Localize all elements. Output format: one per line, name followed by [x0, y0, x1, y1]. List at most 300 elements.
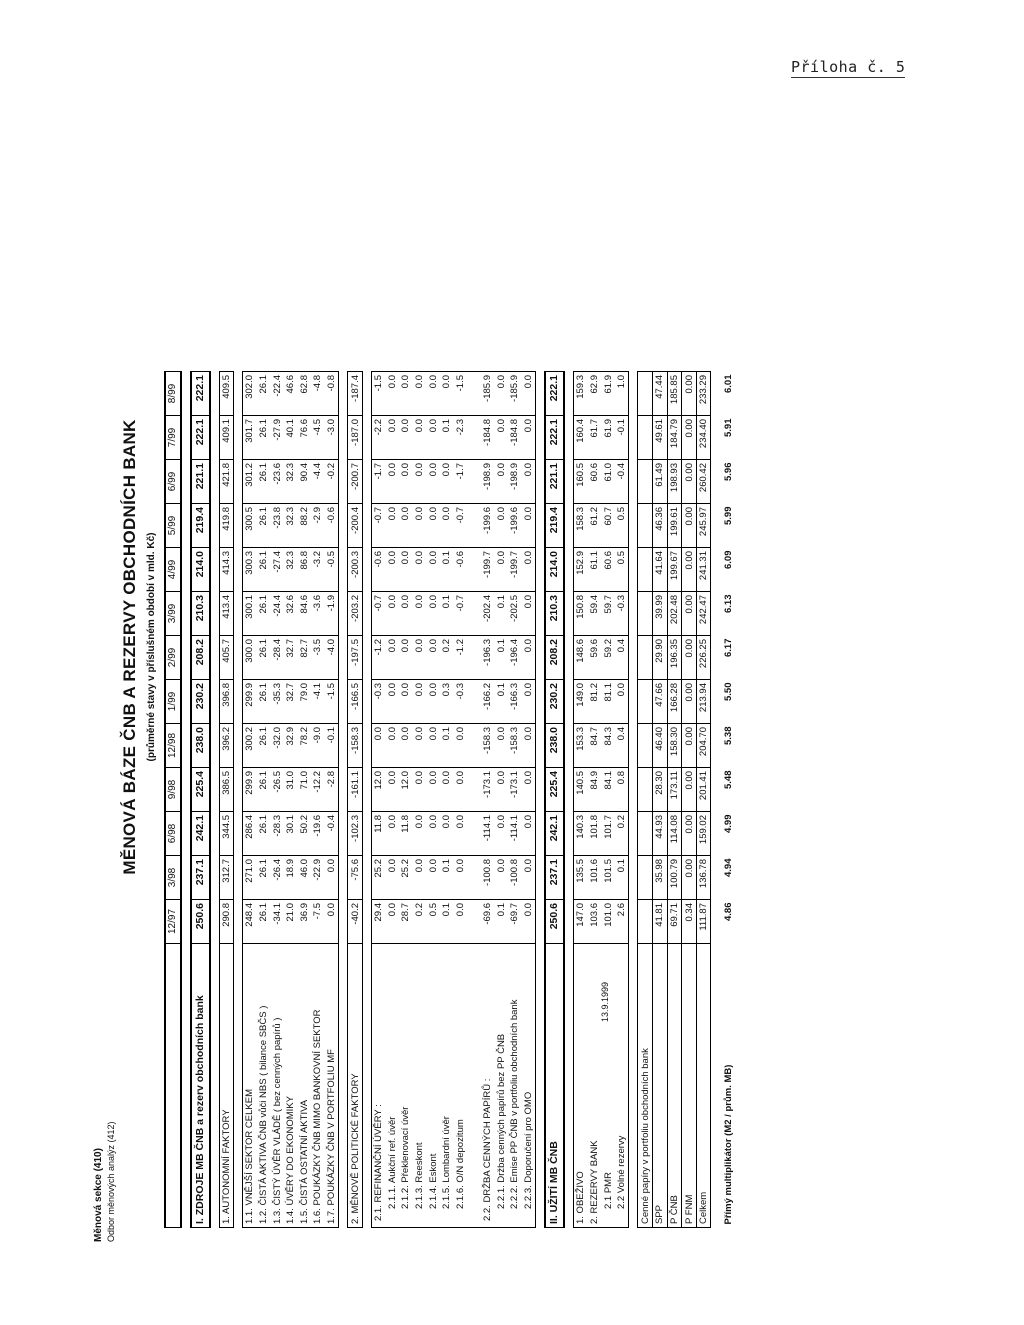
cell-value: 225.4	[191, 768, 210, 812]
cell-value: -0.5	[325, 548, 339, 592]
cell-value	[467, 460, 481, 504]
cell-value: -197.5	[348, 636, 363, 680]
cell-value: 0.0	[454, 856, 468, 900]
cell-value: 44.93	[653, 812, 668, 856]
cell-value: 0.0	[386, 680, 400, 724]
cell-value: 4.86	[722, 902, 734, 921]
row-label: 1.1. VNĚJŠÍ SEKTOR CELKEM	[243, 944, 257, 1228]
cell-value: 230.2	[545, 680, 564, 724]
cell-value: 0.0	[399, 504, 413, 548]
cell-value: 61.2	[588, 504, 602, 548]
cell-value	[638, 416, 653, 460]
cell-value: 84.6	[298, 592, 312, 636]
row-label: 2.2.3. Doporučení pro OMO	[521, 944, 535, 1228]
cell-value: 0.0	[413, 372, 427, 416]
cell-value: 0.0	[494, 372, 508, 416]
cell-value: 0.0	[386, 724, 400, 768]
row-label: 2.1.5. Lombardní úvěr	[440, 944, 454, 1228]
cell-value: 222.1	[191, 416, 210, 460]
cell-value: 173.11	[667, 768, 682, 812]
cell-value: -196.4	[508, 636, 522, 680]
cell-value: 152.9	[574, 548, 588, 592]
cell-value: 101.6	[588, 856, 602, 900]
cell-value: -0.2	[325, 460, 339, 504]
autonomous-row	[257, 372, 271, 1228]
cell-value: -185.9	[481, 372, 495, 416]
cell-value: 0.00	[682, 592, 697, 636]
credit-row	[399, 372, 413, 1228]
cell-value: 29.4	[371, 900, 385, 944]
date-note: 13.9.1999	[600, 981, 610, 1022]
cell-value: 111.87	[696, 900, 711, 944]
cell-value: 312.7	[219, 856, 234, 900]
cell-value: -1.5	[454, 372, 468, 416]
cell-value: -2.3	[454, 416, 468, 460]
cell-value: -1.9	[325, 592, 339, 636]
cell-value: 184.79	[667, 416, 682, 460]
cell-value: -0.3	[371, 680, 385, 724]
cell-value: 421.8	[219, 460, 234, 504]
credit-row	[371, 372, 385, 1228]
securities-row	[481, 372, 495, 1228]
cell-value: 32.6	[284, 592, 298, 636]
cell-value: 135.5	[574, 856, 588, 900]
cell-value: 2/99	[165, 636, 181, 680]
cell-value: 234.40	[696, 416, 711, 460]
cell-value: 11.8	[399, 812, 413, 856]
cell-value: 12.0	[371, 768, 385, 812]
cell-value: 39.99	[653, 592, 668, 636]
cell-value: 5.99	[722, 506, 734, 525]
cell-value: 199.67	[667, 548, 682, 592]
cell-value: -184.8	[481, 416, 495, 460]
cell-value: 0.0	[494, 504, 508, 548]
cell-value: 158.30	[667, 724, 682, 768]
cell-value: 0.1	[494, 636, 508, 680]
cell-value: 0.00	[682, 416, 697, 460]
cell-value: 0.0	[494, 768, 508, 812]
cell-value: 344.5	[219, 812, 234, 856]
cell-value: -9.0	[311, 724, 325, 768]
row-label: II. UŽITÍ MB ČNB	[545, 944, 564, 1228]
cell-value: 40.1	[284, 416, 298, 460]
cell-value: 9/98	[165, 768, 181, 812]
autonomous-total-row	[219, 372, 234, 1228]
cell-value: 166.28	[667, 680, 682, 724]
cell-value: 0.0	[454, 724, 468, 768]
cell-value: 260.42	[696, 460, 711, 504]
cell-value: 71.0	[298, 768, 312, 812]
cell-value	[638, 900, 653, 944]
securities-row	[521, 372, 535, 1228]
cell-value: 300.5	[243, 504, 257, 548]
cell-value: 0.0	[521, 460, 535, 504]
row-label: 1.6. POUKÁZKY ČNB MIMO BANKOVNÍ SEKTOR	[311, 944, 325, 1228]
blank-row	[467, 372, 481, 1228]
credit-row	[454, 372, 468, 1228]
document-title: MĚNOVÁ BÁZE ČNB A REZERVY OBCHODNÍCH BANK	[120, 419, 139, 875]
cell-value: 62.9	[588, 372, 602, 416]
cell-value: 5.96	[722, 462, 734, 481]
cell-value: 0.0	[413, 768, 427, 812]
cell-value: 301.2	[243, 460, 257, 504]
cell-value: 396.2	[219, 724, 234, 768]
cell-value: -0.7	[454, 504, 468, 548]
cell-value: -3.6	[311, 592, 325, 636]
cell-value: -196.3	[481, 636, 495, 680]
cell-value: -1.2	[371, 636, 385, 680]
row-label: 1.4. ÚVĚRY DO EKONOMIKY	[284, 944, 298, 1228]
column-header-row	[165, 372, 181, 1228]
cell-value: -2.2	[371, 416, 385, 460]
uses-row	[588, 372, 602, 1228]
cell-value: 6/99	[165, 460, 181, 504]
cell-value: 250.6	[545, 900, 564, 944]
cell-value: -3.2	[311, 548, 325, 592]
cell-value: 0.00	[682, 680, 697, 724]
cell-value	[467, 592, 481, 636]
cell-value: 202.48	[667, 592, 682, 636]
cell-value: 0.0	[426, 504, 440, 548]
cell-value: 159.02	[696, 812, 711, 856]
cell-value: 150.8	[574, 592, 588, 636]
cell-value: 26.1	[257, 372, 271, 416]
cell-value: 0.2	[413, 900, 427, 944]
cell-value: -158.3	[481, 724, 495, 768]
cell-value: 0.00	[682, 768, 697, 812]
cell-value: 61.0	[601, 460, 615, 504]
cell-value: -28.4	[270, 636, 284, 680]
cell-value: -199.7	[481, 548, 495, 592]
cell-value: 0.0	[386, 504, 400, 548]
cell-value: -199.7	[508, 548, 522, 592]
cell-value	[467, 856, 481, 900]
cell-value: 59.4	[588, 592, 602, 636]
spacer-row	[210, 372, 220, 1228]
autonomous-row	[298, 372, 312, 1228]
row-label: 2. MĚNOVĚ POLITICKÉ FAKTORY	[348, 944, 363, 1228]
spacer-row	[339, 372, 348, 1228]
cell-value: 0.00	[682, 504, 697, 548]
cell-value: 86.8	[298, 548, 312, 592]
cell-value: 5.91	[722, 418, 734, 437]
cell-value: 214.0	[191, 548, 210, 592]
cell-value: 6.17	[722, 638, 734, 657]
cell-value: 49.61	[653, 416, 668, 460]
cell-value: -199.6	[481, 504, 495, 548]
cell-value: -23.6	[270, 460, 284, 504]
cell-value: 221.1	[545, 460, 564, 504]
row-label: 2.1. REFINANČNÍ ÚVĚRY :	[371, 944, 385, 1228]
cell-value: -4.8	[311, 372, 325, 416]
cell-value: 0.1	[440, 900, 454, 944]
cell-value: -3.0	[325, 416, 339, 460]
cell-value: 0.1	[494, 592, 508, 636]
cell-value: 21.0	[284, 900, 298, 944]
cell-value: 300.1	[243, 592, 257, 636]
cell-value: 32.3	[284, 460, 298, 504]
cell-value: 0.0	[494, 416, 508, 460]
cell-value: -0.4	[325, 812, 339, 856]
cell-value: 199.61	[667, 504, 682, 548]
portfolio-title-row	[638, 372, 653, 1228]
cell-value: 0.5	[426, 900, 440, 944]
cell-value: 26.1	[257, 812, 271, 856]
cell-value: 46.0	[298, 856, 312, 900]
cell-value: -12.2	[311, 768, 325, 812]
cell-value: -166.3	[508, 680, 522, 724]
cell-value: -32.0	[270, 724, 284, 768]
policy-total-row	[348, 372, 363, 1228]
spacer-row	[536, 372, 546, 1228]
cell-value: 0.0	[454, 900, 468, 944]
autonomous-row	[243, 372, 257, 1228]
row-label: Celkem	[696, 944, 711, 1228]
cell-value: 0.0	[521, 548, 535, 592]
row-label: P FNM	[682, 944, 697, 1228]
cell-value: 0.0	[521, 900, 535, 944]
cell-value: 61.49	[653, 460, 668, 504]
autonomous-row	[284, 372, 298, 1228]
cell-value: 0.2	[615, 812, 629, 856]
cell-value: 0.0	[413, 812, 427, 856]
cell-value: 0.1	[494, 900, 508, 944]
cell-value: 0.0	[386, 812, 400, 856]
cell-value: -22.9	[311, 856, 325, 900]
cell-value: 0.0	[521, 636, 535, 680]
cell-value: -0.1	[615, 416, 629, 460]
cell-value: 0.4	[615, 724, 629, 768]
cell-value: 0.3	[440, 680, 454, 724]
cell-value: 0.0	[521, 372, 535, 416]
row-label: P ČNB	[667, 944, 682, 1228]
cell-value: 11.8	[371, 812, 385, 856]
cell-value: 0.0	[386, 592, 400, 636]
cell-value: -2.8	[325, 768, 339, 812]
cell-value: 0.0	[399, 416, 413, 460]
cell-value: 290.8	[219, 900, 234, 944]
cell-value: 69.71	[667, 900, 682, 944]
row-label: 1.5. ČISTÁ OSTATNÍ AKTIVA	[298, 944, 312, 1228]
cell-value: -100.8	[481, 856, 495, 900]
cell-value: 0.00	[682, 636, 697, 680]
portfolio-row	[682, 372, 697, 1228]
cell-value: 61.9	[601, 372, 615, 416]
cell-value: 242.47	[696, 592, 711, 636]
cell-value: 0.4	[615, 636, 629, 680]
cell-value: 26.1	[257, 900, 271, 944]
cell-value: 0.0	[399, 548, 413, 592]
cell-value: 6.13	[722, 594, 734, 613]
cell-value: 88.2	[298, 504, 312, 548]
cell-value: 101.5	[601, 856, 615, 900]
department-header	[92, 1121, 118, 1242]
cell-value: 29.90	[653, 636, 668, 680]
cell-value: -1.7	[454, 460, 468, 504]
section-name: Měnová sekce (410)	[93, 1148, 104, 1242]
cell-value: 299.9	[243, 768, 257, 812]
cell-value: -203.2	[348, 592, 363, 636]
cell-value: 0.0	[426, 416, 440, 460]
cell-value: -69.6	[481, 900, 495, 944]
cell-value: -158.3	[508, 724, 522, 768]
cell-value: 0.0	[494, 548, 508, 592]
cell-value: 28.7	[399, 900, 413, 944]
cell-value: 0.0	[615, 680, 629, 724]
credit-row	[426, 372, 440, 1228]
rotated-sheet	[92, 52, 912, 1242]
cell-value: 101.7	[601, 812, 615, 856]
cell-value: -187.4	[348, 372, 363, 416]
row-label: 1. OBEŽIVO	[574, 944, 588, 1228]
cell-value: 230.2	[191, 680, 210, 724]
cell-value: 0.00	[682, 724, 697, 768]
cell-value: 147.0	[574, 900, 588, 944]
cell-value: 84.9	[588, 768, 602, 812]
cell-value: 0.0	[399, 636, 413, 680]
cell-value: -0.1	[325, 724, 339, 768]
cell-value: 160.4	[574, 416, 588, 460]
cell-value: 84.7	[588, 724, 602, 768]
cell-value: 0.0	[399, 592, 413, 636]
cell-value: 0.1	[440, 548, 454, 592]
row-label: 2.1.2. Překlenovací úvěr	[399, 944, 413, 1228]
cell-value: -23.8	[270, 504, 284, 548]
spacer-row	[564, 372, 574, 1228]
cell-value: -27.9	[270, 416, 284, 460]
cell-value	[638, 812, 653, 856]
department-name: Odbor měnových analýz (412)	[106, 1121, 116, 1242]
cell-value: -198.9	[481, 460, 495, 504]
cell-value: 300.0	[243, 636, 257, 680]
cell-value: 201.41	[696, 768, 711, 812]
cell-value: 114.08	[667, 812, 682, 856]
row-label	[165, 944, 181, 1228]
cell-value: -24.4	[270, 592, 284, 636]
spacer-row	[629, 372, 638, 1228]
cell-value: 413.4	[219, 592, 234, 636]
cell-value: 4.94	[722, 858, 734, 877]
cell-value: 302.0	[243, 372, 257, 416]
cell-value: -19.6	[311, 812, 325, 856]
autonomous-row	[325, 372, 339, 1228]
cell-value: -1.7	[371, 460, 385, 504]
cell-value: -158.3	[348, 724, 363, 768]
cell-value: 0.0	[521, 416, 535, 460]
cell-value	[638, 680, 653, 724]
cell-value: -198.9	[508, 460, 522, 504]
cell-value: 0.0	[440, 460, 454, 504]
cell-value: 0.0	[426, 680, 440, 724]
cell-value: -173.1	[508, 768, 522, 812]
cell-value: 32.7	[284, 636, 298, 680]
cell-value: 59.7	[601, 592, 615, 636]
cell-value: 0.0	[386, 768, 400, 812]
cell-value	[638, 724, 653, 768]
credit-row	[440, 372, 454, 1228]
cell-value: 0.0	[494, 460, 508, 504]
cell-value: -0.7	[371, 592, 385, 636]
cell-value: 213.94	[696, 680, 711, 724]
cell-value: -166.5	[348, 680, 363, 724]
cell-value	[467, 636, 481, 680]
cell-value: 12/98	[165, 724, 181, 768]
cell-value: -166.2	[481, 680, 495, 724]
cell-value: 0.2	[440, 636, 454, 680]
cell-value: 219.4	[191, 504, 210, 548]
portfolio-row	[667, 372, 682, 1228]
cell-value: -1.2	[454, 636, 468, 680]
row-label: 1.7. POUKÁZKY ČNB V PORTFOLIU MF	[325, 944, 339, 1228]
cell-value	[467, 900, 481, 944]
cell-value: 0.0	[426, 724, 440, 768]
cell-value: 8/99	[165, 372, 181, 416]
row-label: 2. REZERVY BANK	[588, 944, 602, 1228]
cell-value: -7.5	[311, 900, 325, 944]
cell-value	[638, 372, 653, 416]
cell-value: 0.5	[615, 548, 629, 592]
cell-value: 46.40	[653, 724, 668, 768]
cell-value: -200.4	[348, 504, 363, 548]
row-label: 2.1.4. Eskont	[426, 944, 440, 1228]
cell-value: 7/99	[165, 416, 181, 460]
portfolio-row	[653, 372, 668, 1228]
cell-value: 5.38	[722, 726, 734, 745]
cell-value: 0.0	[399, 460, 413, 504]
cell-value: 26.1	[257, 636, 271, 680]
cell-value: 0.0	[426, 768, 440, 812]
cell-value: 2.6	[615, 900, 629, 944]
cell-value: 5.50	[722, 682, 734, 701]
cell-value: 4.99	[722, 814, 734, 833]
cell-value: 0.0	[386, 460, 400, 504]
credit-row	[386, 372, 400, 1228]
cell-value	[467, 548, 481, 592]
cell-value: 0.0	[440, 372, 454, 416]
cell-value: 0.0	[371, 724, 385, 768]
cell-value: 0.0	[521, 592, 535, 636]
cell-value: 6.01	[722, 374, 734, 393]
cell-value	[638, 592, 653, 636]
cell-value: -202.5	[508, 592, 522, 636]
cell-value: -22.4	[270, 372, 284, 416]
cell-value: -0.8	[325, 372, 339, 416]
cell-value	[638, 636, 653, 680]
cell-value	[467, 768, 481, 812]
cell-value: 0.0	[413, 416, 427, 460]
cell-value: 78.2	[298, 724, 312, 768]
cell-value: 0.0	[386, 372, 400, 416]
cell-value: 0.1	[440, 416, 454, 460]
cell-value: 25.2	[371, 856, 385, 900]
cell-value: 226.25	[696, 636, 711, 680]
securities-row	[508, 372, 522, 1228]
cell-value: 0.1	[440, 724, 454, 768]
cell-value: 46.36	[653, 504, 668, 548]
cell-value: -34.1	[270, 900, 284, 944]
cell-value: 0.0	[399, 724, 413, 768]
cell-value: 90.4	[298, 460, 312, 504]
cell-value: 414.3	[219, 548, 234, 592]
portfolio-row	[696, 372, 711, 1228]
cell-value: -40.2	[348, 900, 363, 944]
spacer-row	[711, 372, 720, 1228]
cell-value: -202.4	[481, 592, 495, 636]
cell-value: 31.0	[284, 768, 298, 812]
cell-value: 47.44	[653, 372, 668, 416]
cell-value: 0.00	[682, 856, 697, 900]
credit-row	[413, 372, 427, 1228]
